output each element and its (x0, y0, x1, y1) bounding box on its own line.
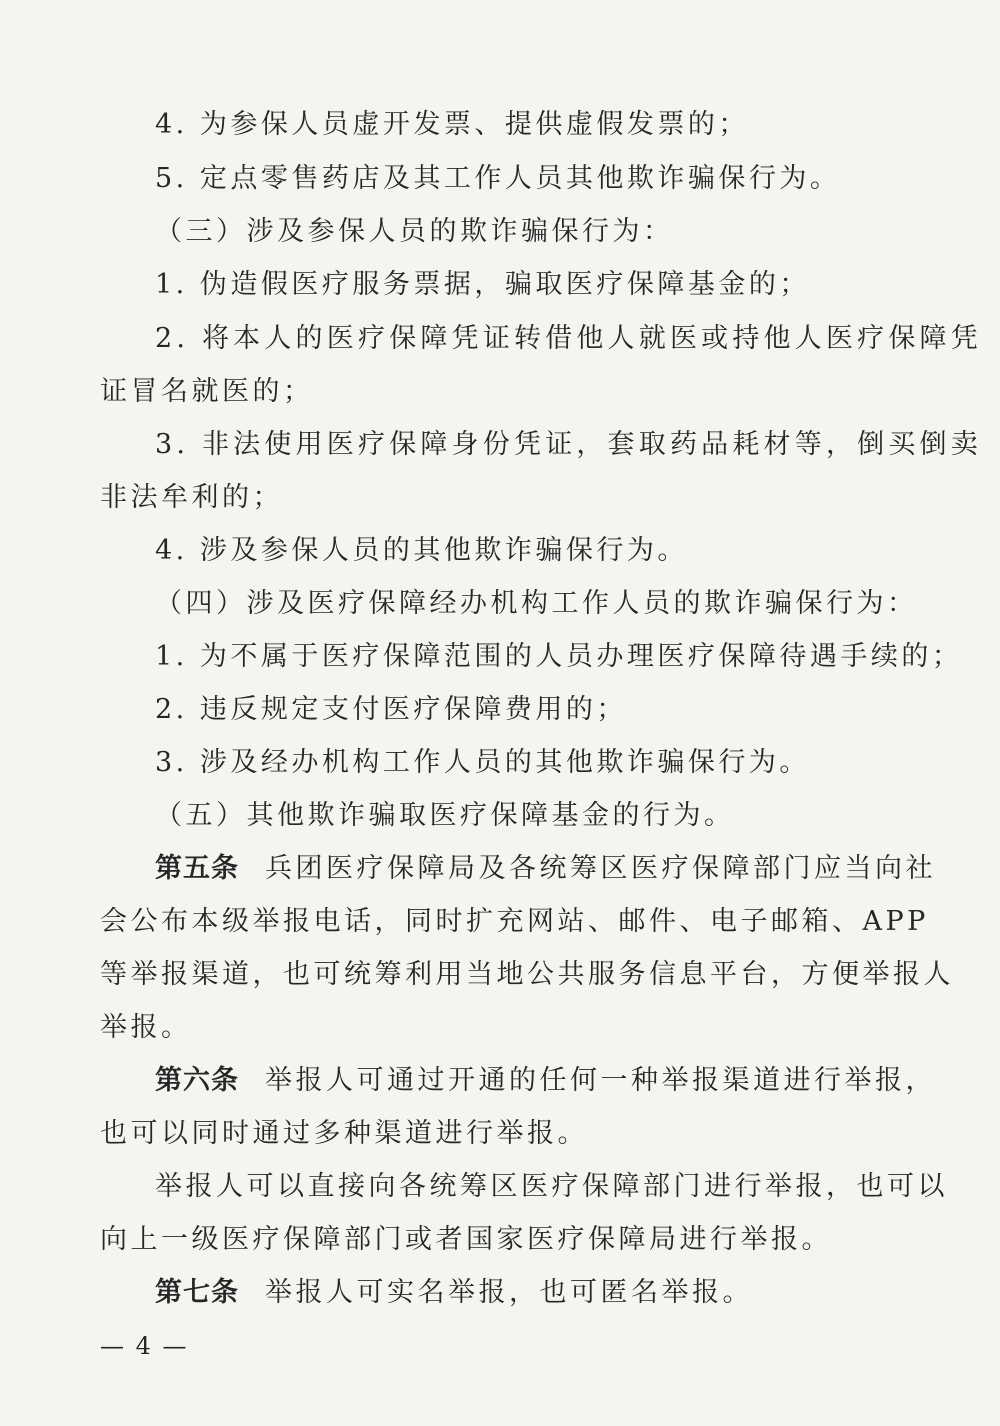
page-number: — 4 — (100, 1332, 189, 1360)
text-line: 3. 非法使用医疗保障身份凭证，套取药品耗材等，倒买倒卖 (155, 429, 982, 460)
article-5-line (155, 852, 936, 886)
text-line: 5. 定点零售药店及其工作人员其他欺诈骗保行为。 (155, 163, 841, 194)
text-line: 会公布本级举报电话，同时扩充网站、邮件、电子邮箱、APP (100, 906, 929, 937)
text-line: 1. 为不属于医疗保障范围的人员办理医疗保障待遇手续的； (155, 641, 963, 672)
text-line: 4. 涉及参保人员的其他欺诈骗保行为。 (155, 535, 688, 566)
text-line: 3. 涉及经办机构工作人员的其他欺诈骗保行为。 (155, 747, 810, 778)
text-line: 证冒名就医的； (100, 376, 314, 407)
article-7-text: 举报人可实名举报，也可匿名举报。 (265, 1277, 753, 1308)
article-7-heading: 第七条 (155, 1277, 239, 1308)
article-6-text: 举报人可通过开通的任何一种举报渠道进行举报， (265, 1065, 936, 1096)
article-5-text: 兵团医疗保障局及各统筹区医疗保障部门应当向社 (265, 853, 936, 884)
text-line: 1. 伪造假医疗服务票据，骗取医疗保障基金的； (155, 269, 810, 300)
text-line: 2. 违反规定支付医疗保障费用的； (155, 694, 627, 725)
text-line: 2. 将本人的医疗保障凭证转借他人就医或持他人医疗保障凭 (155, 323, 982, 354)
text-line: 举报。 (100, 1012, 192, 1043)
text-line: （四）涉及医疗保障经办机构工作人员的欺诈骗保行为： (155, 588, 918, 619)
article-6-line (155, 1064, 936, 1098)
text-line: 等举报渠道，也可统筹利用当地公共服务信息平台，方便举报人 (100, 959, 954, 990)
text-line: （三）涉及参保人员的欺诈骗保行为： (155, 216, 674, 247)
text-line: 举报人可以直接向各统筹区医疗保障部门进行举报，也可以 (155, 1171, 948, 1202)
article-7-line (155, 1276, 753, 1310)
article-5-heading: 第五条 (155, 853, 239, 884)
article-6-heading: 第六条 (155, 1065, 239, 1096)
text-line: 向上一级医疗保障部门或者国家医疗保障局进行举报。 (100, 1224, 832, 1255)
text-line: 也可以同时通过多种渠道进行举报。 (100, 1118, 588, 1149)
text-line: 非法牟利的； (100, 482, 283, 513)
text-line: （五）其他欺诈骗取医疗保障基金的行为。 (155, 800, 735, 831)
text-line: 4. 为参保人员虚开发票、提供虚假发票的； (155, 109, 749, 140)
